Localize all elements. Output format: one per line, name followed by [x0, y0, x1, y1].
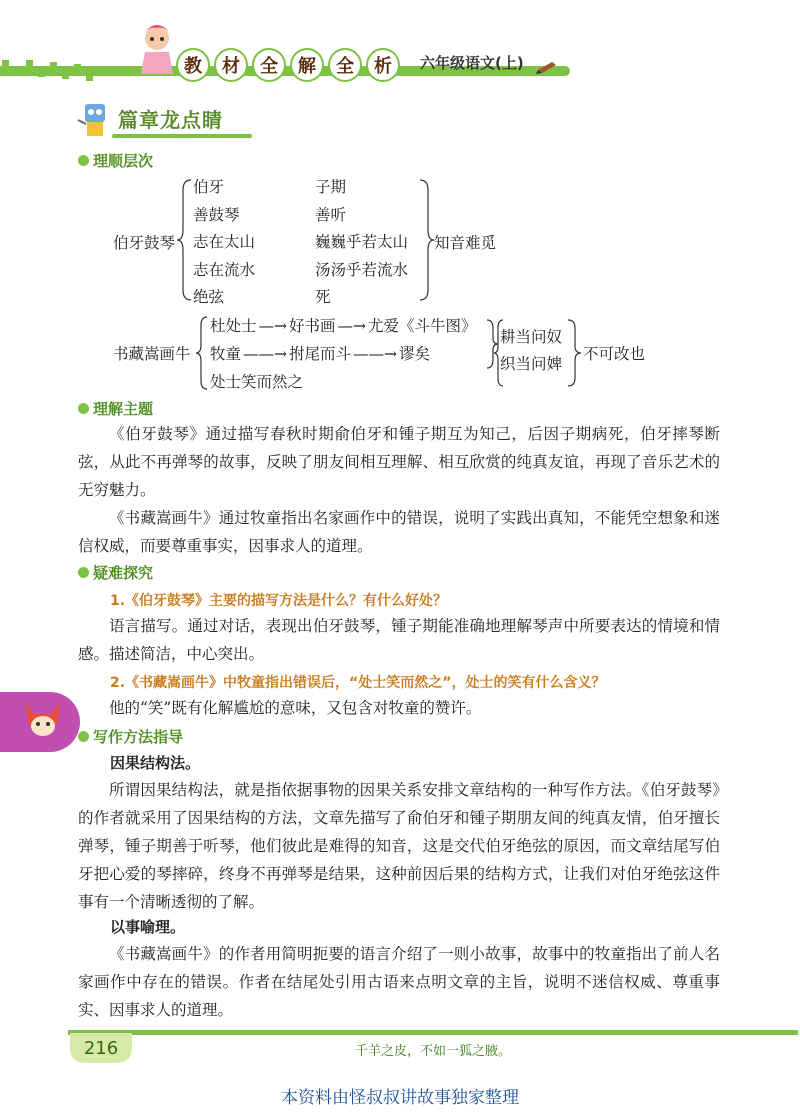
- title-char: 教: [176, 48, 210, 82]
- bullet-dot-icon: [78, 731, 89, 742]
- list-item: 志在流水: [193, 260, 256, 279]
- footer-bar: [68, 1030, 798, 1035]
- chapter-title: 篇章龙点睛: [118, 108, 223, 132]
- right-brace-icon: [420, 178, 434, 302]
- outline2-mid-list: [500, 324, 562, 378]
- writing-paragraph: 所谓因果结构法，就是指依据事物的因果关系安排文章结构的一种写作方法。《伯牙鼓琴》的作者就采用了因果结构的方法，文章先描写了俞伯牙和锺子期朋友间的纯真友情，伯牙擅长弹琴，锺子期善于听琴，他们彼此是难得的知音，这是交代伯牙绝弦的原因，而文章结尾写伯牙把心爱的琴摔碎，终身不再弹琴是结果，这种前因后果的结构方式，让我们对伯牙绝弦这件事有一个清晰透彻的了解。: [78, 781, 720, 911]
- list-item: 死: [315, 288, 331, 306]
- list-item: 子期: [315, 178, 347, 196]
- page-number: 216: [70, 1033, 132, 1063]
- outline1-result: 知音难觅: [434, 234, 497, 252]
- list-item: 善鼓琴: [193, 205, 240, 224]
- outline1-root: 伯牙鼓琴: [113, 234, 176, 252]
- book-title: [176, 48, 400, 82]
- side-tab: [0, 692, 80, 752]
- grade-subtitle: 六年级语文(上): [420, 54, 524, 72]
- theme-paragraph: 《伯牙鼓琴》通过描写春秋时期俞伯牙和锺子期互为知己，后因子期病死，伯牙摔琴断弦，从此不再弹琴的故事，反映了朋友间相互理解、相互欣赏的纯真友谊，再现了音乐艺术的无穷魅力。: [78, 425, 720, 499]
- section-title: 疑难探究: [93, 564, 154, 582]
- writing-subheading: 因果结构法。: [110, 754, 201, 772]
- question-text: 1.《伯牙鼓琴》主要的描写方法是什么？有什么好处？: [110, 593, 448, 609]
- outline2-row2: [210, 340, 430, 368]
- arrow-right-icon: —→: [258, 317, 288, 335]
- credit-text: 本资料由怪叔叔讲故事独家整理: [281, 1088, 519, 1108]
- list-item: 绝弦: [193, 288, 225, 306]
- outline1-right-list: [315, 174, 408, 312]
- footer-proverb: 千羊之皮，不如一狐之腋。: [355, 1044, 512, 1059]
- left-brace-icon: [196, 315, 208, 391]
- writing-paragraph: 《书藏嵩画牛》的作者用简明扼要的语言介绍了一则小故事，故事中的牧童指出了前人名家画作中存在的错误。作者在结尾处引用古语来点明文章的主旨，说明不迷信权威、尊重事实、因事求人的道理。: [78, 945, 720, 1019]
- section-heading-outline: [78, 150, 153, 171]
- outline-node: 牧童: [210, 345, 242, 363]
- question-text: 2.《书藏嵩画牛》中牧童指出错误后，“处士笑而然之”，处士的笑有什么含义？: [110, 675, 606, 691]
- list-item: 耕当问奴: [500, 328, 563, 346]
- outline2-root: 书藏嵩画牛: [113, 345, 191, 363]
- section-title: 写作方法指导: [93, 728, 184, 746]
- section-title: 理顺层次: [93, 152, 154, 170]
- right-brace-icon: [568, 318, 582, 388]
- section-heading-writing: [78, 726, 183, 747]
- title-char: 材: [214, 48, 248, 82]
- bullet-dot-icon: [78, 403, 89, 414]
- list-item: 巍巍乎若太山: [315, 233, 409, 251]
- list-item: 伯牙: [193, 178, 225, 196]
- arrow-right-icon: ——→: [353, 345, 398, 363]
- title-char: 解: [290, 48, 324, 82]
- outline-node: 好书画: [289, 317, 336, 335]
- girl-mascot-icon: [135, 20, 180, 75]
- outline-node: 尤爱《斗牛图》: [368, 317, 477, 335]
- section-heading-questions: [78, 562, 153, 583]
- answer-paragraph: 语言描写。通过对话，表现出伯牙鼓琴，锺子期能准确地理解琴声中所要表达的情境和情感。描述简洁，中心突出。: [78, 617, 720, 663]
- answer-paragraph: 他的“笑”既有化解尴尬的意味，又包含对牧童的赞许。: [109, 699, 482, 717]
- outline-node: 谬矣: [399, 345, 431, 363]
- title-char: 全: [328, 48, 362, 82]
- list-item: 善听: [315, 205, 347, 224]
- bullet-dot-icon: [78, 567, 89, 578]
- chapter-underline: [112, 134, 252, 138]
- arrow-right-icon: —→: [337, 317, 367, 335]
- outline2-row3: 处士笑而然之: [210, 373, 304, 391]
- bullet-dot-icon: [78, 155, 89, 166]
- section-heading-theme: [78, 398, 153, 419]
- left-brace-icon: [177, 178, 193, 302]
- fox-mascot-icon: [20, 696, 66, 746]
- outline2-row1: [210, 312, 477, 340]
- list-item: 汤汤乎若流水: [315, 260, 409, 279]
- list-item: 织当问婢: [500, 355, 563, 373]
- pencil-icon: [536, 60, 558, 74]
- section-title: 理解主题: [93, 400, 154, 418]
- theme-paragraph: 《书藏嵩画牛》通过牧童指出名家画作中的错误，说明了实践出真知，不能凭空想象和迷信权威，而要尊重事实，因事求人的道理。: [78, 509, 720, 555]
- list-item: 志在太山: [193, 233, 256, 251]
- outline2-result: 不可改也: [583, 345, 646, 363]
- robot-mascot-icon: [76, 100, 114, 140]
- outline1-left-list: [193, 174, 255, 312]
- title-char: 全: [252, 48, 286, 82]
- outline-node: 拊尾而斗: [289, 345, 352, 363]
- title-char: 析: [366, 48, 400, 82]
- writing-subheading: 以事喻理。: [110, 918, 186, 936]
- arrow-right-icon: ——→: [243, 345, 288, 363]
- outline-node: 杜处士: [210, 317, 257, 335]
